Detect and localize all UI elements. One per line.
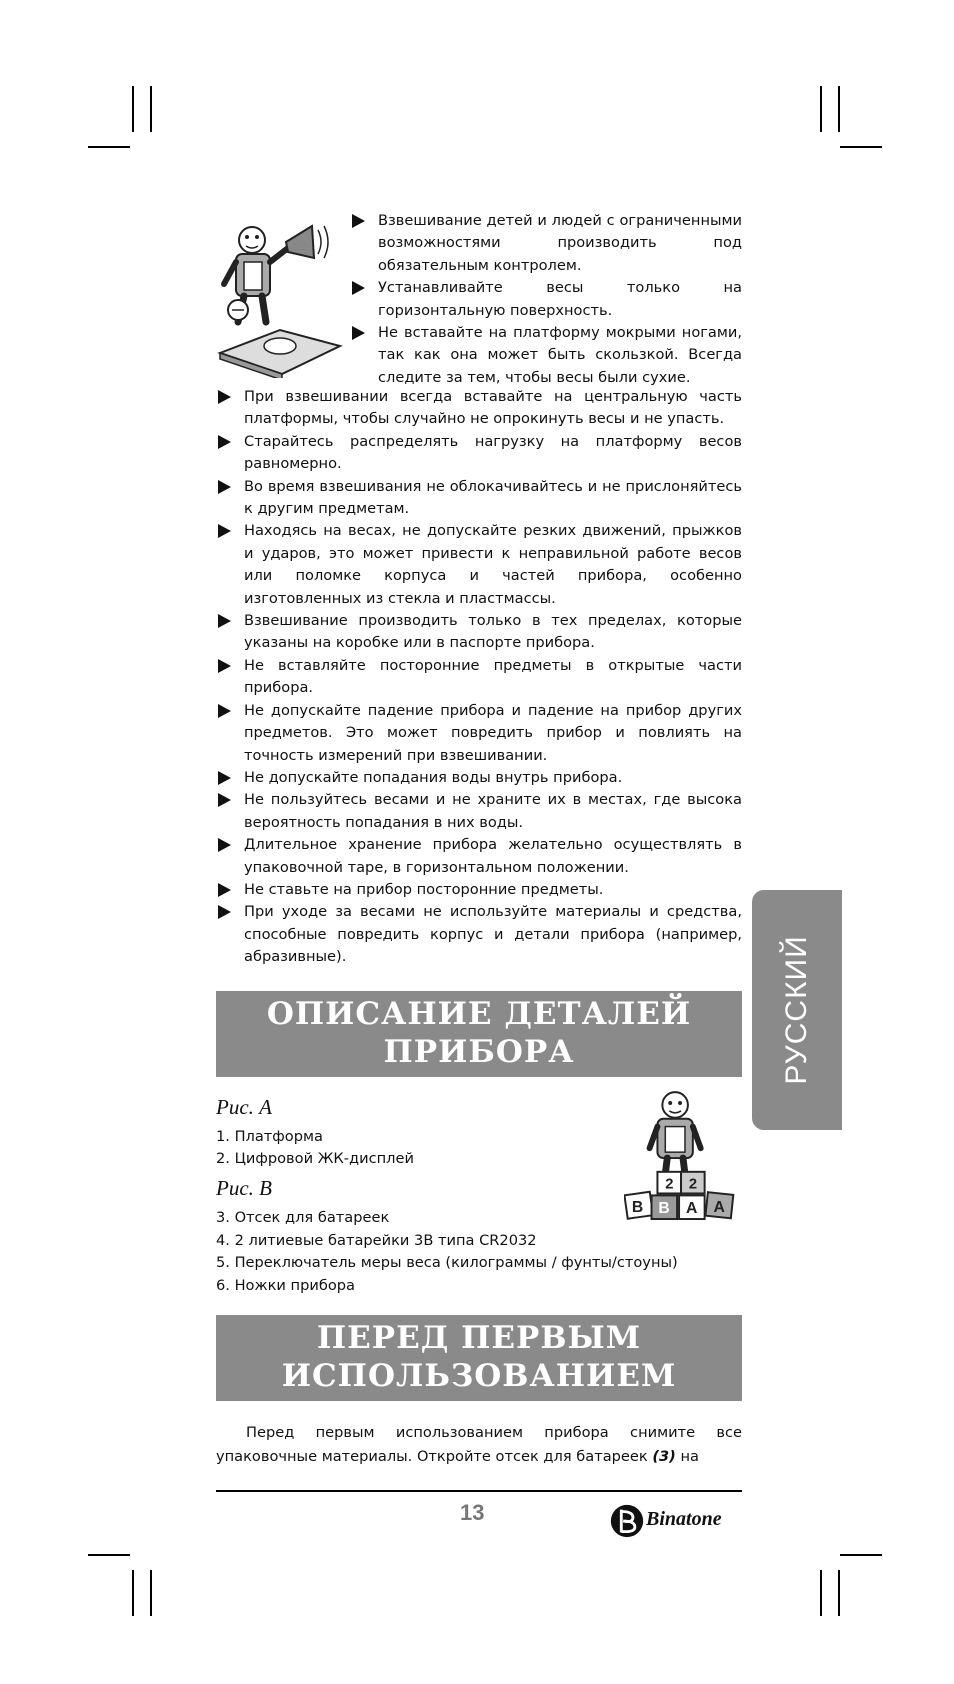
logo-emblem-icon <box>608 1502 646 1540</box>
bullet-text: Не пользуйтесь весами и не храните их в местах, где высока вероятность попадания в них воды. <box>244 791 742 831</box>
section-heading-first-use <box>216 1315 742 1401</box>
bullet-text: Не ставьте на прибор посторонние предметы. <box>244 880 604 898</box>
crop-mark <box>132 86 134 132</box>
safety-bullet-list <box>216 386 742 969</box>
part-item: 5. Переключатель меры веса (килограммы / фунты/стоуны) <box>216 1254 678 1272</box>
section-heading-line: ПЕРЕД ПЕРВЫМ <box>316 1320 642 1356</box>
block-letter: 2 <box>665 1176 674 1193</box>
bullet-text: Не допускайте падение прибора и падение на прибор других предметов. Это может повредить прибор и повлиять на точность измерений при взвешивании. <box>244 701 742 764</box>
page-number: 13 <box>460 1500 485 1525</box>
crop-mark <box>88 1554 130 1556</box>
bullet-arrow-icon <box>218 435 231 449</box>
top-block <box>216 210 742 390</box>
bullet-text: Старайтесь распределять нагрузку на платформу весов равномерно. <box>244 432 742 473</box>
bullet-arrow-icon <box>352 326 365 340</box>
bullet-item <box>216 476 742 521</box>
bullet-item <box>216 655 742 700</box>
crop-mark <box>150 1570 152 1616</box>
crop-mark <box>840 146 882 148</box>
block-letter: А <box>685 1199 698 1217</box>
part-item: 2. Цифровой ЖК-дисплей <box>216 1149 414 1167</box>
bullet-item <box>216 901 742 968</box>
bullet-item <box>216 834 742 879</box>
crop-mark <box>820 1570 822 1616</box>
paragraph-text: Перед первым использованием прибора снимите все упаковочные материалы. Откройте отсек для батареек <box>216 1424 742 1465</box>
bullet-item <box>216 879 742 901</box>
bullet-arrow-icon <box>218 793 231 807</box>
crop-mark <box>88 146 130 148</box>
part-item: 6. Ножки прибора <box>216 1276 355 1294</box>
bullet-text: Во время взвешивания не облокачивайтесь и не прислоняйтесь к другим предметам. <box>244 477 742 518</box>
top-bullet-list <box>350 210 742 389</box>
bullet-text: Не вставляйте посторонние предметы в открытые части прибора. <box>244 656 742 697</box>
brand-name: Binatone <box>646 1508 722 1530</box>
bullet-text: Не вставайте на платформу мокрыми ногами, так как она может быть скользкой. Всегда следите за тем, чтобы весы были сухие. <box>378 324 742 386</box>
footer-divider <box>216 1490 742 1492</box>
language-tab-label: РУССКИЙ <box>780 935 813 1085</box>
bullet-item <box>216 610 742 655</box>
block-letter: В <box>658 1199 670 1217</box>
bullet-arrow-icon <box>218 905 231 919</box>
bullet-arrow-icon <box>218 771 231 785</box>
figure-a-label: Рис. А <box>216 1094 272 1119</box>
bullet-arrow-icon <box>218 883 231 897</box>
first-use-paragraph <box>216 1421 742 1469</box>
bullet-text: Не допускайте попадания воды внутрь прибора. <box>244 768 623 786</box>
mascot-blocks-illustration <box>624 1087 742 1235</box>
bullet-text: Находясь на весах, не допускайте резких движений, прыжков и ударов, это может привести к неправильной работе весов или поломке корпуса и частей прибора, особенно изготовленных из стекла и пластмассы. <box>244 522 742 607</box>
bullet-item <box>350 322 742 389</box>
bullet-item <box>350 210 742 277</box>
bullet-text: При уходе за весами не используйте материалы и средства, способные повредить корпус и детали прибора (например, абразивные). <box>244 903 742 966</box>
block-letter: В <box>631 1198 644 1216</box>
bullet-arrow-icon <box>218 390 231 404</box>
bullet-arrow-icon <box>218 480 231 494</box>
bullet-item <box>216 700 742 767</box>
bullet-item <box>216 767 742 789</box>
bullet-arrow-icon <box>218 659 231 673</box>
bullet-arrow-icon <box>218 524 231 538</box>
mascot-megaphone-illustration <box>216 218 344 378</box>
paragraph-reference: (3) <box>652 1448 676 1465</box>
bullet-item <box>216 431 742 476</box>
crop-mark <box>838 1570 840 1616</box>
paragraph-text-end: на <box>675 1448 699 1465</box>
crop-mark <box>820 86 822 132</box>
brand-logo <box>608 1502 744 1540</box>
bullet-text: Взвешивание детей и людей с ограниченными возможностями производить под обязательным контролем. <box>378 212 742 274</box>
bullet-item <box>216 386 742 431</box>
section-heading-line: ИСПОЛЬЗОВАНИЕМ <box>281 1358 677 1394</box>
bullet-item <box>216 520 742 610</box>
bullet-text: При взвешивании всегда вставайте на центральную часть платформы, чтобы случайно не опрокинуть весы и не упасть. <box>244 388 742 428</box>
part-item: 1. Платформа <box>216 1127 323 1145</box>
block-letter: 2 <box>688 1176 698 1193</box>
bullet-item <box>216 789 742 834</box>
block-letter: А <box>713 1198 725 1216</box>
crop-mark <box>838 86 840 132</box>
bullet-text: Устанавливайте весы только на горизонтальную поверхность. <box>378 279 742 319</box>
parts-block <box>216 1095 742 1297</box>
bullet-text: Взвешивание производить только в тех пределах, которые указаны на коробке или в паспорте прибора. <box>244 612 742 652</box>
page-content <box>216 210 742 1469</box>
bullet-arrow-icon <box>352 214 365 228</box>
bullet-arrow-icon <box>218 838 231 852</box>
bullet-text: Длительное хранение прибора желательно осуществлять в упаковочной таре, в горизонтальном положении. <box>244 836 742 876</box>
crop-mark <box>150 86 152 132</box>
language-side-tab <box>752 890 842 1130</box>
figure-b-label: Рис. В <box>216 1176 272 1201</box>
bullet-arrow-icon <box>218 704 231 718</box>
section-heading-line: ОПИСАНИЕ ДЕТАЛЕЙ <box>266 995 692 1032</box>
part-item: 3. Отсек для батареек <box>216 1209 390 1227</box>
bullet-arrow-icon <box>352 281 365 295</box>
part-item: 4. 2 литиевые батарейки 3В типа CR2032 <box>216 1231 537 1249</box>
section-heading-parts <box>216 991 742 1077</box>
crop-mark <box>840 1554 882 1556</box>
bullet-item <box>350 277 742 322</box>
crop-mark <box>132 1570 134 1616</box>
section-heading-line: ПРИБОРА <box>383 1033 575 1070</box>
bullet-arrow-icon <box>218 614 231 628</box>
